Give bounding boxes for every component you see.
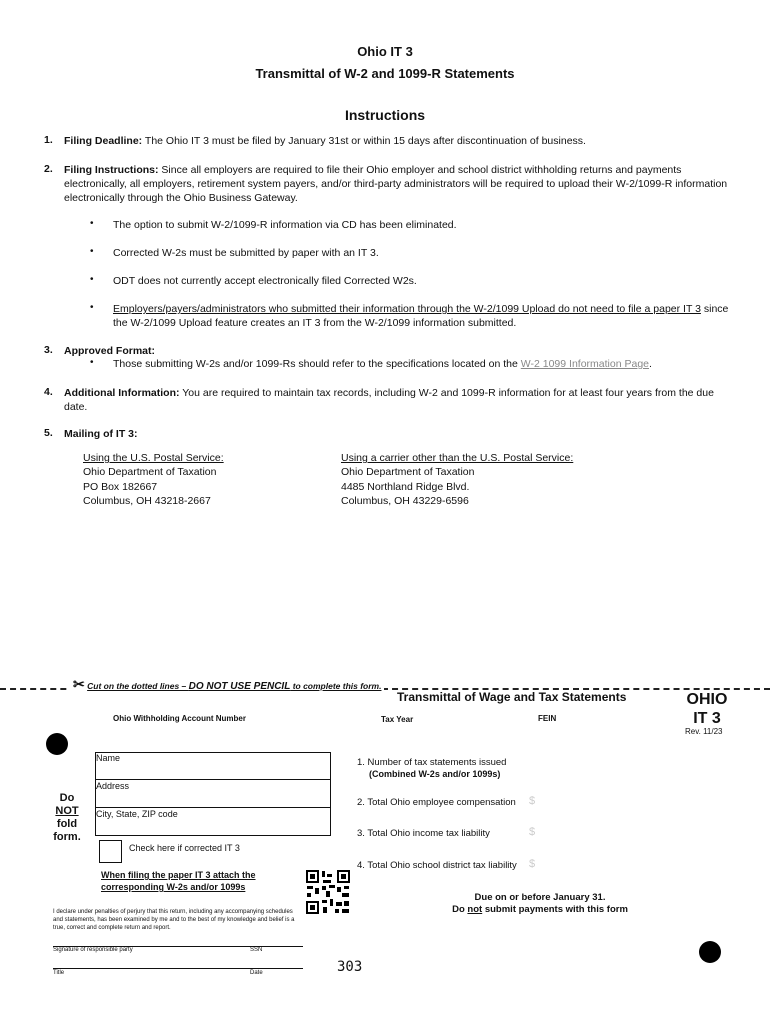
- item-2-number: 2.: [44, 163, 53, 175]
- carrier-line-3: Columbus, OH 43229-6596: [341, 494, 469, 507]
- item-1-text: [64, 134, 730, 148]
- cut-text-2: DO NOT USE PENCIL: [188, 681, 291, 692]
- due-line-1: Due on or before January 31.: [474, 892, 606, 903]
- item-3-body: Those submitting W-2s and/or 1099-Rs should refer to the specifications located on the: [113, 358, 521, 370]
- bullet-4-underlined: Employers/payers/administrators who submitted their information through the W-2/1099 Upload do not need to file a paper IT 3: [113, 303, 701, 315]
- scissors-icon: ✂: [73, 676, 85, 692]
- corrected-checkbox[interactable]: [99, 840, 122, 863]
- usps-line-3: Columbus, OH 43218-2667: [83, 494, 211, 507]
- usps-line-2: PO Box 182667: [83, 480, 158, 493]
- usps-heading: Using the U.S. Postal Service:: [83, 452, 224, 464]
- due-notice: [380, 892, 700, 916]
- item-2-label: Filing Instructions:: [64, 164, 159, 176]
- form-text: form.: [53, 831, 81, 843]
- ssn-field[interactable]: [250, 930, 303, 945]
- q1-sublabel: (Combined W-2s and/or 1099s): [369, 769, 501, 779]
- q4-dollar-sign: $: [529, 858, 536, 870]
- due-not: not: [467, 904, 483, 915]
- item-2-body: Since all employers are required to file their Ohio employer and school district withholding returns and payments electronically, all employers, retirement system payers, and/or third-party administrators will be required to upload their W-2/1099-R information electronically through the Ohio Business Gateway.: [64, 164, 728, 204]
- address-field[interactable]: [96, 781, 328, 807]
- date-label: Date: [250, 970, 263, 976]
- city-label: City, State, ZIP code: [96, 809, 178, 819]
- bullet-4-marker: •: [90, 302, 94, 313]
- item-2-text: [64, 163, 730, 205]
- tax-year-label: Tax Year: [381, 715, 414, 724]
- bullet-3-text: ODT does not currently accept electronically filed Corrected W2s.: [113, 275, 417, 287]
- item-3-label: Approved Format:: [64, 345, 156, 357]
- qr-code: [305, 869, 351, 915]
- title-label: Title: [53, 970, 65, 976]
- item-4-number: 4.: [44, 386, 53, 398]
- due-line-2: [380, 904, 700, 916]
- form-id: [676, 690, 738, 728]
- carrier-line-2: 4485 Northland Ridge Blvd.: [341, 480, 470, 493]
- attach-line-1: When filing the paper IT 3 attach the: [101, 870, 256, 880]
- form-ohio: OHIO: [686, 691, 728, 708]
- do-not-fold: [46, 792, 88, 844]
- q2-label: 2. Total Ohio employee compensation: [357, 797, 516, 808]
- revision: Rev. 11/23: [685, 727, 723, 736]
- form-code: 303: [337, 959, 363, 975]
- q4-label: 4. Total Ohio school district tax liability: [357, 860, 517, 871]
- due-rest: submit payments with this form: [482, 904, 628, 915]
- q3-input[interactable]: [530, 828, 730, 841]
- attach-line-2: corresponding W-2s and/or 1099s: [101, 882, 246, 892]
- not-text: NOT: [55, 805, 79, 817]
- q4-input[interactable]: [530, 860, 730, 873]
- carrier-address: [341, 451, 573, 508]
- name-field[interactable]: [96, 753, 328, 778]
- bullet-4-rest: since the W-2/1099 Upload feature creates an IT 3 from the W-2/1099 information submitted.: [113, 303, 729, 329]
- bullet-2-marker: •: [90, 246, 94, 257]
- item-4-label: Additional Information:: [64, 387, 180, 399]
- signature-label: Signature of responsible party: [53, 947, 133, 953]
- item-1-body: The Ohio IT 3 must be filed by January 31st or within 15 days after discontinuation of business.: [142, 135, 586, 147]
- info-page-link[interactable]: W-2 1099 Information Page: [520, 358, 649, 370]
- bullet-2-text: Corrected W-2s must be submitted by paper with an IT 3.: [113, 247, 379, 259]
- item-3-number: 3.: [44, 344, 53, 356]
- bullet-1-marker: •: [90, 218, 94, 229]
- q3-label: 3. Total Ohio income tax liability: [357, 828, 490, 839]
- doc-title: Ohio IT 3: [357, 44, 413, 59]
- attach-note: [101, 869, 256, 893]
- item-4-text: [64, 386, 730, 414]
- carrier-heading: Using a carrier other than the U.S. Postal Service:: [341, 452, 574, 464]
- carrier-line-1: Ohio Department of Taxation: [341, 466, 475, 479]
- name-label: Name: [96, 753, 121, 763]
- item-1-number: 1.: [44, 134, 53, 146]
- cut-text-1: Cut on the dotted lines –: [87, 681, 189, 691]
- city-state-zip-field[interactable]: [96, 809, 328, 834]
- cut-text-3: to complete this form.: [290, 681, 382, 691]
- corrected-label: Check here if corrected IT 3: [129, 843, 240, 853]
- q2-dollar-sign: $: [529, 795, 536, 807]
- title-line: [53, 968, 303, 969]
- fein-label: FEIN: [538, 714, 557, 723]
- fold-text: fold: [56, 818, 78, 830]
- item-3-bullet: •: [90, 357, 94, 368]
- registration-mark: [699, 941, 721, 963]
- due-do: Do: [452, 904, 468, 915]
- cut-instruction: [70, 676, 384, 693]
- q1-input[interactable]: [530, 757, 730, 770]
- title-field[interactable]: [53, 952, 243, 967]
- form-it3: IT 3: [693, 710, 721, 727]
- item-3-bullet-text: [113, 357, 733, 371]
- instructions-heading: Instructions: [344, 107, 426, 123]
- item-4-body: You are required to maintain tax records, including W-2 and 1099-R information for at least four years from the due date.: [64, 387, 714, 413]
- address-label: Address: [96, 781, 130, 791]
- bullet-4-text: [113, 302, 733, 330]
- item-3-end: .: [649, 358, 652, 370]
- usps-address: [83, 451, 224, 508]
- item-5-label: Mailing of IT 3:: [64, 428, 138, 440]
- bullet-3-marker: •: [90, 274, 94, 285]
- signature-field[interactable]: [53, 930, 243, 945]
- item-1-label: Filing Deadline:: [64, 135, 143, 147]
- item-5-number: 5.: [44, 427, 53, 439]
- q1-label: 1. Number of tax statements issued: [357, 757, 507, 768]
- box-divider: [96, 779, 330, 780]
- usps-line-1: Ohio Department of Taxation: [83, 466, 217, 479]
- form-title: Transmittal of Wage and Tax Statements: [393, 690, 630, 704]
- date-field[interactable]: [250, 952, 303, 967]
- bullet-1-text: The option to submit W-2/1099-R information via CD has been eliminated.: [113, 219, 457, 231]
- q2-input[interactable]: [530, 797, 730, 810]
- q3-dollar-sign: $: [529, 826, 536, 838]
- do-text: Do: [59, 792, 75, 804]
- doc-subtitle: Transmittal of W-2 and 1099-R Statements: [255, 66, 515, 81]
- declaration-text: I declare under penalties of perjury that this return, including any accompanying schedules and statements, has been examined by me and to the best of my knowledge and belief is a true, correct and complete return and report.: [53, 909, 295, 931]
- registration-mark: [46, 733, 68, 755]
- ssn-label: SSN: [250, 947, 263, 953]
- box-divider: [96, 807, 330, 808]
- account-number-label: Ohio Withholding Account Number: [113, 714, 246, 723]
